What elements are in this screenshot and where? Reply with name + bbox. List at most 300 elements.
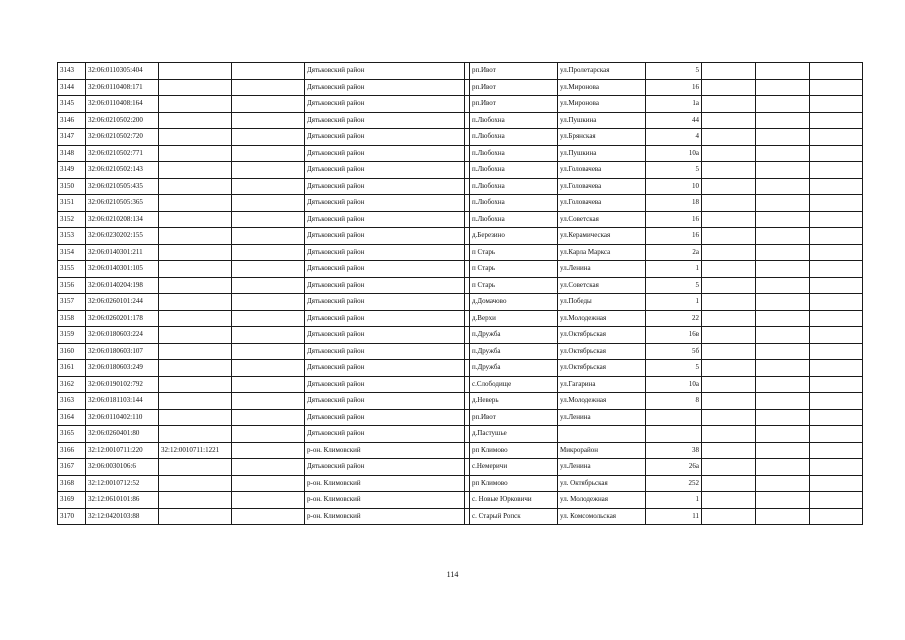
cell-district: Дятьковский район	[305, 393, 465, 410]
cell-district: Дятьковский район	[305, 244, 465, 261]
registry-table	[57, 62, 863, 525]
cell-related-cadastral-number	[159, 129, 232, 146]
cell-related-cadastral-number	[159, 145, 232, 162]
cell-cadastral-number: 32:06:0190102:792	[86, 376, 159, 393]
cell-house-number	[646, 426, 702, 443]
cell-settlement: с.Немеричи	[470, 459, 558, 476]
cell-house-number: 10а	[646, 145, 702, 162]
cell-street: ул.Карла Маркса	[558, 244, 646, 261]
cell-house-number: 5	[646, 360, 702, 377]
cell-district: Дятьковский район	[305, 294, 465, 311]
table-row	[58, 426, 863, 443]
cell-blank-col	[232, 211, 305, 228]
cell-street: ул. Октябрьская	[558, 475, 646, 492]
cell-street: ул.Керамическая	[558, 228, 646, 245]
table-row	[58, 96, 863, 113]
cell-extra-col-2	[756, 63, 810, 80]
cell-related-cadastral-number	[159, 459, 232, 476]
cell-related-cadastral-number	[159, 426, 232, 443]
cell-related-cadastral-number	[159, 228, 232, 245]
cell-row-number: 3160	[58, 343, 86, 360]
table-row	[58, 475, 863, 492]
cell-extra-col-1	[702, 475, 756, 492]
cell-row-number: 3149	[58, 162, 86, 179]
cell-row-number: 3154	[58, 244, 86, 261]
cell-house-number: 10	[646, 178, 702, 195]
cell-row-number: 3163	[58, 393, 86, 410]
cell-district: Дятьковский район	[305, 228, 465, 245]
cell-house-number: 16	[646, 211, 702, 228]
cell-extra-col-3	[810, 409, 863, 426]
cell-row-number: 3143	[58, 63, 86, 80]
cell-blank-col	[232, 459, 305, 476]
cell-blank-col	[232, 145, 305, 162]
cell-extra-col-1	[702, 112, 756, 129]
cell-extra-col-1	[702, 310, 756, 327]
cell-settlement: рп Климово	[470, 475, 558, 492]
cell-extra-col-2	[756, 409, 810, 426]
cell-extra-col-2	[756, 277, 810, 294]
cell-extra-col-3	[810, 96, 863, 113]
cell-extra-col-3	[810, 277, 863, 294]
cell-related-cadastral-number	[159, 211, 232, 228]
cell-extra-col-1	[702, 129, 756, 146]
cell-settlement: п Старь	[470, 244, 558, 261]
cell-district: Дятьковский район	[305, 376, 465, 393]
cell-blank-col	[232, 195, 305, 212]
cell-extra-col-1	[702, 442, 756, 459]
cell-blank-col	[232, 96, 305, 113]
cell-extra-col-3	[810, 475, 863, 492]
cell-street: ул.Победы	[558, 294, 646, 311]
cell-house-number: 5	[646, 63, 702, 80]
table-row	[58, 327, 863, 344]
cell-extra-col-1	[702, 96, 756, 113]
cell-settlement: д.Домачово	[470, 294, 558, 311]
cell-house-number: 1	[646, 492, 702, 509]
cell-street: ул.Миронова	[558, 96, 646, 113]
cell-extra-col-2	[756, 228, 810, 245]
cell-district: Дятьковский район	[305, 277, 465, 294]
cell-related-cadastral-number	[159, 244, 232, 261]
cell-street: ул.Ленина	[558, 261, 646, 278]
cell-related-cadastral-number: 32:12:0010711:1221	[159, 442, 232, 459]
cell-extra-col-2	[756, 327, 810, 344]
table-row	[58, 63, 863, 80]
cell-street: ул.Миронова	[558, 79, 646, 96]
cell-extra-col-1	[702, 492, 756, 509]
cell-extra-col-3	[810, 442, 863, 459]
cell-house-number: 16	[646, 79, 702, 96]
cell-house-number: 44	[646, 112, 702, 129]
cell-extra-col-3	[810, 426, 863, 443]
cell-related-cadastral-number	[159, 96, 232, 113]
cell-settlement: рп.Ивот	[470, 96, 558, 113]
cell-extra-col-1	[702, 393, 756, 410]
cell-row-number: 3166	[58, 442, 86, 459]
cell-cadastral-number: 32:06:0230202:155	[86, 228, 159, 245]
cell-related-cadastral-number	[159, 162, 232, 179]
cell-extra-col-2	[756, 261, 810, 278]
cell-extra-col-3	[810, 459, 863, 476]
cell-house-number: 16в	[646, 327, 702, 344]
cell-extra-col-2	[756, 508, 810, 525]
cell-settlement: рп.Ивот	[470, 63, 558, 80]
page-number: 114	[446, 570, 459, 579]
cell-extra-col-1	[702, 508, 756, 525]
cell-row-number: 3161	[58, 360, 86, 377]
cell-extra-col-2	[756, 244, 810, 261]
table-row	[58, 459, 863, 476]
cell-row-number: 3165	[58, 426, 86, 443]
cell-cadastral-number: 32:06:0110305:404	[86, 63, 159, 80]
cell-district: Дятьковский район	[305, 327, 465, 344]
table-row	[58, 112, 863, 129]
cell-settlement: с.Слободище	[470, 376, 558, 393]
cell-extra-col-2	[756, 426, 810, 443]
cell-extra-col-1	[702, 79, 756, 96]
table-row	[58, 261, 863, 278]
cell-house-number: 26а	[646, 459, 702, 476]
cell-extra-col-3	[810, 294, 863, 311]
cell-house-number: 16	[646, 228, 702, 245]
cell-row-number: 3152	[58, 211, 86, 228]
cell-related-cadastral-number	[159, 343, 232, 360]
cell-settlement: д.Пастушье	[470, 426, 558, 443]
table-row	[58, 178, 863, 195]
cell-related-cadastral-number	[159, 178, 232, 195]
cell-house-number: 5б	[646, 343, 702, 360]
table-row	[58, 508, 863, 525]
cell-street: ул.Головачева	[558, 178, 646, 195]
table-row	[58, 360, 863, 377]
cell-cadastral-number: 32:06:0180603:249	[86, 360, 159, 377]
cell-blank-col	[232, 475, 305, 492]
cell-cadastral-number: 32:06:0210505:365	[86, 195, 159, 212]
cell-district: Дятьковский район	[305, 145, 465, 162]
cell-house-number: 1	[646, 261, 702, 278]
cell-cadastral-number: 32:06:0210505:435	[86, 178, 159, 195]
cell-extra-col-2	[756, 162, 810, 179]
cell-extra-col-2	[756, 442, 810, 459]
cell-related-cadastral-number	[159, 360, 232, 377]
cell-district: Дятьковский район	[305, 129, 465, 146]
cell-street: ул.Советская	[558, 277, 646, 294]
cell-cadastral-number: 32:06:0110408:164	[86, 96, 159, 113]
table-row	[58, 376, 863, 393]
cell-extra-col-1	[702, 376, 756, 393]
cell-blank-col	[232, 228, 305, 245]
cell-extra-col-1	[702, 228, 756, 245]
cell-extra-col-3	[810, 261, 863, 278]
cell-extra-col-2	[756, 112, 810, 129]
cell-street: ул.Головачева	[558, 195, 646, 212]
cell-cadastral-number: 32:06:0210502:200	[86, 112, 159, 129]
cell-settlement: п.Любохна	[470, 211, 558, 228]
cell-row-number: 3162	[58, 376, 86, 393]
cell-settlement: д.Верхи	[470, 310, 558, 327]
cell-row-number: 3156	[58, 277, 86, 294]
cell-blank-col	[232, 442, 305, 459]
cell-extra-col-1	[702, 63, 756, 80]
cell-district: Дятьковский район	[305, 459, 465, 476]
cell-related-cadastral-number	[159, 492, 232, 509]
cell-blank-col	[232, 393, 305, 410]
cell-extra-col-1	[702, 409, 756, 426]
cell-blank-col	[232, 63, 305, 80]
table-row	[58, 442, 863, 459]
cell-blank-col	[232, 409, 305, 426]
cell-blank-col	[232, 178, 305, 195]
cell-blank-col	[232, 360, 305, 377]
cell-extra-col-3	[810, 162, 863, 179]
cell-extra-col-2	[756, 211, 810, 228]
cell-blank-col	[232, 129, 305, 146]
cell-house-number: 5	[646, 277, 702, 294]
cell-extra-col-1	[702, 195, 756, 212]
table-row	[58, 244, 863, 261]
table-row	[58, 294, 863, 311]
cell-house-number: 10а	[646, 376, 702, 393]
cell-district: Дятьковский район	[305, 96, 465, 113]
cell-related-cadastral-number	[159, 195, 232, 212]
cell-cadastral-number: 32:06:0210502:771	[86, 145, 159, 162]
cell-extra-col-3	[810, 492, 863, 509]
table-row	[58, 277, 863, 294]
cell-related-cadastral-number	[159, 261, 232, 278]
cell-house-number: 4	[646, 129, 702, 146]
cell-extra-col-2	[756, 459, 810, 476]
cell-district: Дятьковский район	[305, 63, 465, 80]
cell-extra-col-3	[810, 310, 863, 327]
cell-extra-col-1	[702, 261, 756, 278]
cell-extra-col-2	[756, 96, 810, 113]
cell-extra-col-3	[810, 244, 863, 261]
cell-extra-col-3	[810, 63, 863, 80]
cell-cadastral-number: 32:12:0610101:86	[86, 492, 159, 509]
cell-related-cadastral-number	[159, 393, 232, 410]
cell-cadastral-number: 32:06:0210208:134	[86, 211, 159, 228]
cell-row-number: 3168	[58, 475, 86, 492]
cell-settlement: рп.Ивот	[470, 79, 558, 96]
cell-street: ул.Головачева	[558, 162, 646, 179]
cell-district: Дятьковский район	[305, 112, 465, 129]
cell-extra-col-1	[702, 294, 756, 311]
cell-related-cadastral-number	[159, 508, 232, 525]
cell-district: Дятьковский район	[305, 211, 465, 228]
cell-row-number: 3167	[58, 459, 86, 476]
cell-extra-col-3	[810, 393, 863, 410]
cell-cadastral-number: 32:06:0140204:198	[86, 277, 159, 294]
cell-extra-col-2	[756, 475, 810, 492]
cell-street: ул.Ленина	[558, 459, 646, 476]
cell-cadastral-number: 32:12:0420103:88	[86, 508, 159, 525]
cell-settlement: с. Новые Юрковичи	[470, 492, 558, 509]
cell-street: ул.Гагарина	[558, 376, 646, 393]
cell-street: ул.Ленина	[558, 409, 646, 426]
cell-row-number: 3158	[58, 310, 86, 327]
cell-extra-col-3	[810, 112, 863, 129]
cell-house-number: 38	[646, 442, 702, 459]
cell-blank-col	[232, 261, 305, 278]
cell-extra-col-3	[810, 145, 863, 162]
cell-district: р-он. Климовский	[305, 475, 465, 492]
cell-district: Дятьковский район	[305, 360, 465, 377]
cell-extra-col-2	[756, 360, 810, 377]
table-row	[58, 310, 863, 327]
cell-blank-col	[232, 310, 305, 327]
cell-extra-col-1	[702, 360, 756, 377]
cell-row-number: 3157	[58, 294, 86, 311]
cell-row-number: 3164	[58, 409, 86, 426]
cell-settlement: рп Климово	[470, 442, 558, 459]
cell-row-number: 3150	[58, 178, 86, 195]
cell-cadastral-number: 32:06:0180603:107	[86, 343, 159, 360]
cell-extra-col-2	[756, 79, 810, 96]
cell-extra-col-2	[756, 310, 810, 327]
cell-extra-col-3	[810, 195, 863, 212]
cell-extra-col-2	[756, 178, 810, 195]
table-body	[58, 63, 863, 525]
cell-related-cadastral-number	[159, 310, 232, 327]
cell-extra-col-1	[702, 459, 756, 476]
cell-extra-col-3	[810, 343, 863, 360]
table-row	[58, 195, 863, 212]
cell-row-number: 3146	[58, 112, 86, 129]
cell-district: р-он. Климовский	[305, 442, 465, 459]
cell-district: Дятьковский район	[305, 261, 465, 278]
cell-related-cadastral-number	[159, 79, 232, 96]
cell-blank-col	[232, 112, 305, 129]
cell-related-cadastral-number	[159, 327, 232, 344]
cell-extra-col-3	[810, 376, 863, 393]
cell-row-number: 3148	[58, 145, 86, 162]
cell-district: р-он. Климовский	[305, 508, 465, 525]
cell-extra-col-1	[702, 211, 756, 228]
cell-settlement: п Старь	[470, 261, 558, 278]
table-row	[58, 409, 863, 426]
cell-house-number	[646, 409, 702, 426]
cell-extra-col-3	[810, 129, 863, 146]
cell-house-number: 2а	[646, 244, 702, 261]
cell-row-number: 3151	[58, 195, 86, 212]
cell-extra-col-2	[756, 195, 810, 212]
cell-extra-col-1	[702, 426, 756, 443]
cell-related-cadastral-number	[159, 294, 232, 311]
cell-extra-col-3	[810, 178, 863, 195]
cell-extra-col-3	[810, 327, 863, 344]
cell-house-number: 22	[646, 310, 702, 327]
cell-cadastral-number: 32:06:0260201:178	[86, 310, 159, 327]
cell-blank-col	[232, 327, 305, 344]
cell-settlement: п.Дружба	[470, 360, 558, 377]
cell-settlement: д.Березино	[470, 228, 558, 245]
cell-district: Дятьковский район	[305, 162, 465, 179]
cell-district: Дятьковский район	[305, 426, 465, 443]
cell-blank-col	[232, 426, 305, 443]
cell-row-number: 3155	[58, 261, 86, 278]
cell-extra-col-2	[756, 376, 810, 393]
cell-settlement: п Старь	[470, 277, 558, 294]
cell-settlement: п.Любохна	[470, 162, 558, 179]
cell-street: Микрорайон	[558, 442, 646, 459]
cell-row-number: 3147	[58, 129, 86, 146]
cell-street: ул.Октябрьская	[558, 327, 646, 344]
cell-cadastral-number: 32:06:0210502:720	[86, 129, 159, 146]
cell-settlement: п.Любохна	[470, 195, 558, 212]
cell-district: р-он. Климовский	[305, 492, 465, 509]
cell-street	[558, 426, 646, 443]
table-row	[58, 393, 863, 410]
cell-extra-col-1	[702, 327, 756, 344]
cell-cadastral-number: 32:06:0260401:80	[86, 426, 159, 443]
cell-blank-col	[232, 508, 305, 525]
cell-street: ул.Октябрьская	[558, 343, 646, 360]
cell-house-number: 5	[646, 162, 702, 179]
cell-street: ул.Октябрьская	[558, 360, 646, 377]
cell-extra-col-2	[756, 294, 810, 311]
cell-extra-col-1	[702, 343, 756, 360]
cell-row-number: 3145	[58, 96, 86, 113]
cell-district: Дятьковский район	[305, 343, 465, 360]
table-row	[58, 79, 863, 96]
cell-extra-col-2	[756, 393, 810, 410]
cell-extra-col-3	[810, 211, 863, 228]
cell-related-cadastral-number	[159, 409, 232, 426]
cell-cadastral-number: 32:06:0210502:143	[86, 162, 159, 179]
cell-house-number: 252	[646, 475, 702, 492]
cell-district: Дятьковский район	[305, 409, 465, 426]
cell-cadastral-number: 32:06:0030106:6	[86, 459, 159, 476]
table-row	[58, 129, 863, 146]
cell-cadastral-number: 32:06:0140301:211	[86, 244, 159, 261]
cell-blank-col	[232, 376, 305, 393]
cell-street: ул.Советская	[558, 211, 646, 228]
cell-district: Дятьковский район	[305, 79, 465, 96]
cell-extra-col-1	[702, 178, 756, 195]
cell-extra-col-1	[702, 244, 756, 261]
cell-district: Дятьковский район	[305, 310, 465, 327]
cell-row-number: 3159	[58, 327, 86, 344]
cell-settlement: п.Любохна	[470, 112, 558, 129]
cell-street: ул.Брянская	[558, 129, 646, 146]
cell-extra-col-2	[756, 492, 810, 509]
cell-settlement: п.Дружба	[470, 327, 558, 344]
cell-settlement: п.Любохна	[470, 178, 558, 195]
cell-settlement: п.Дружба	[470, 343, 558, 360]
cell-settlement: д.Неверь	[470, 393, 558, 410]
cell-street: ул. Комсомольская	[558, 508, 646, 525]
cell-street: ул.Молодежная	[558, 310, 646, 327]
table-row	[58, 228, 863, 245]
cell-settlement: с. Старый Ропск	[470, 508, 558, 525]
cell-extra-col-3	[810, 508, 863, 525]
cell-cadastral-number: 32:06:0181103:144	[86, 393, 159, 410]
cell-blank-col	[232, 343, 305, 360]
cell-street: ул.Пушкина	[558, 145, 646, 162]
cell-house-number: 1	[646, 294, 702, 311]
cell-settlement: п.Любохна	[470, 129, 558, 146]
cell-row-number: 3170	[58, 508, 86, 525]
cell-extra-col-2	[756, 145, 810, 162]
cell-cadastral-number: 32:12:0010712:52	[86, 475, 159, 492]
cell-blank-col	[232, 244, 305, 261]
cell-extra-col-3	[810, 228, 863, 245]
cell-cadastral-number: 32:06:0260101:244	[86, 294, 159, 311]
cell-row-number: 3153	[58, 228, 86, 245]
cell-related-cadastral-number	[159, 376, 232, 393]
cell-related-cadastral-number	[159, 112, 232, 129]
